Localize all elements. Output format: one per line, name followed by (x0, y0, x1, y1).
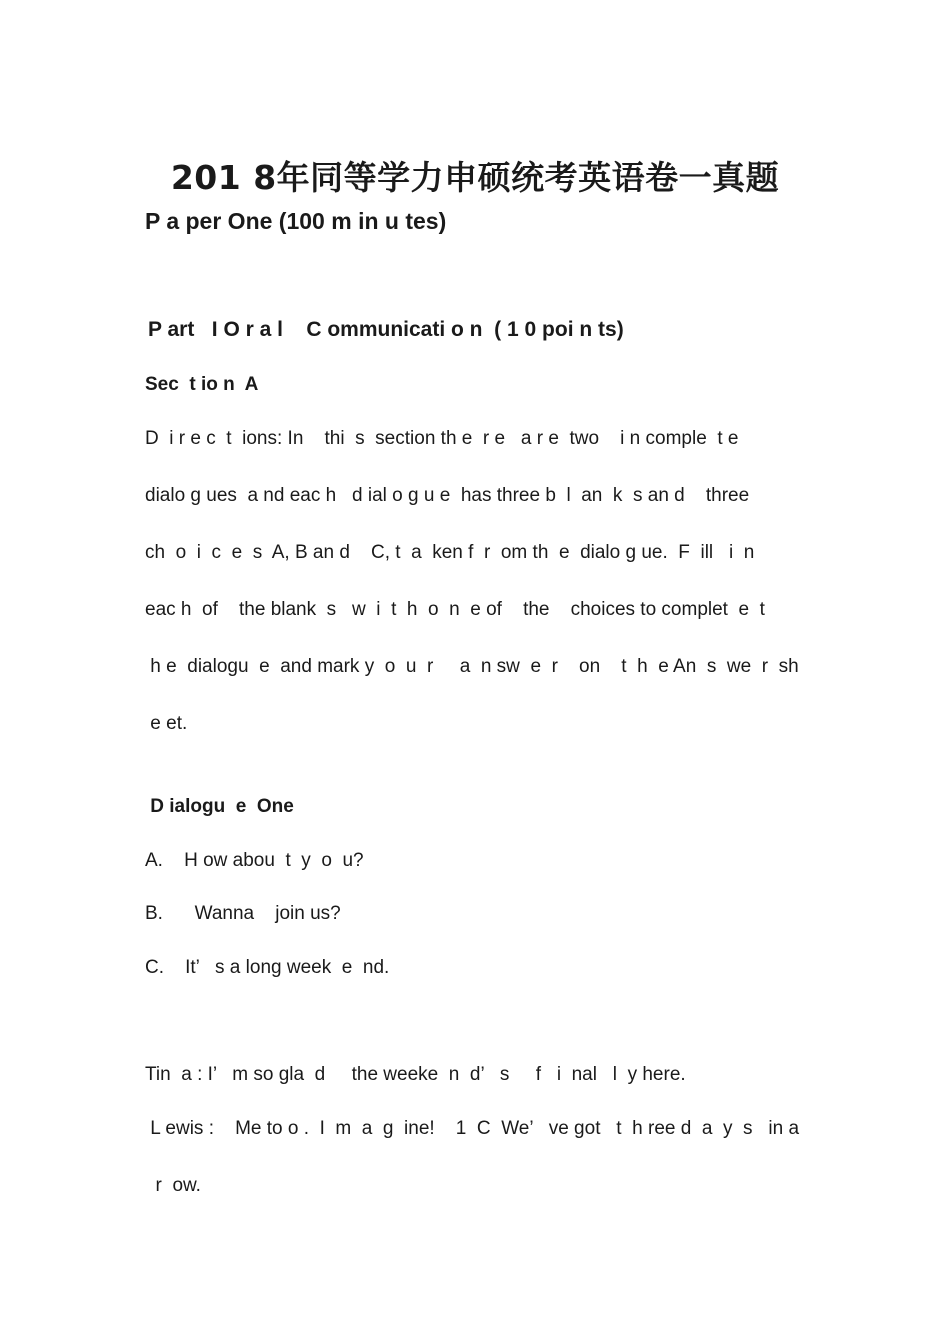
directions-line: dialo g ues a nd eac h d ial o g u e has three b l an k s an d three (145, 485, 750, 506)
dialogue-line: r ow. (145, 1175, 201, 1196)
directions-line: e et. (145, 713, 188, 734)
dialogue-line: Tin a : I’ m so gla d the weeke n d’ s f i nal l y here. (145, 1064, 686, 1085)
option-b: B. Wanna join us? (145, 903, 341, 924)
directions-line: D i r e c t ions: In thi s section th e r e a r e two i n comple t e (145, 428, 739, 449)
part-heading: P art I O r a l C ommunicati o n ( 1 0 poi n ts) (148, 318, 624, 341)
paper-subtitle: P a per One (100 m in u tes) (145, 208, 447, 234)
option-a: A. H ow abou t y o u? (145, 850, 364, 871)
option-c: C. It’ s a long week e nd. (145, 957, 390, 978)
directions-line: h e dialogu e and mark y o u r a n sw e r on t h e An s we r sh (145, 656, 799, 677)
directions-line: eac h of the blank s w i t h o n e of the choices to complet e t (145, 599, 765, 620)
document-title: 201 8年同等学力申硕统考英语卷一真题 (170, 158, 780, 197)
dialogue-heading: D ialogu e One (145, 796, 294, 817)
directions-line: ch o i c e s A, B an d C, t a ken f r om th e dialo g ue. F ill i n (145, 542, 755, 563)
dialogue-line: L ewis : Me to o . I m a g ine! 1 C We’ ve got t h ree d a y s in a (145, 1118, 800, 1139)
section-heading: Sec t io n A (145, 374, 259, 395)
